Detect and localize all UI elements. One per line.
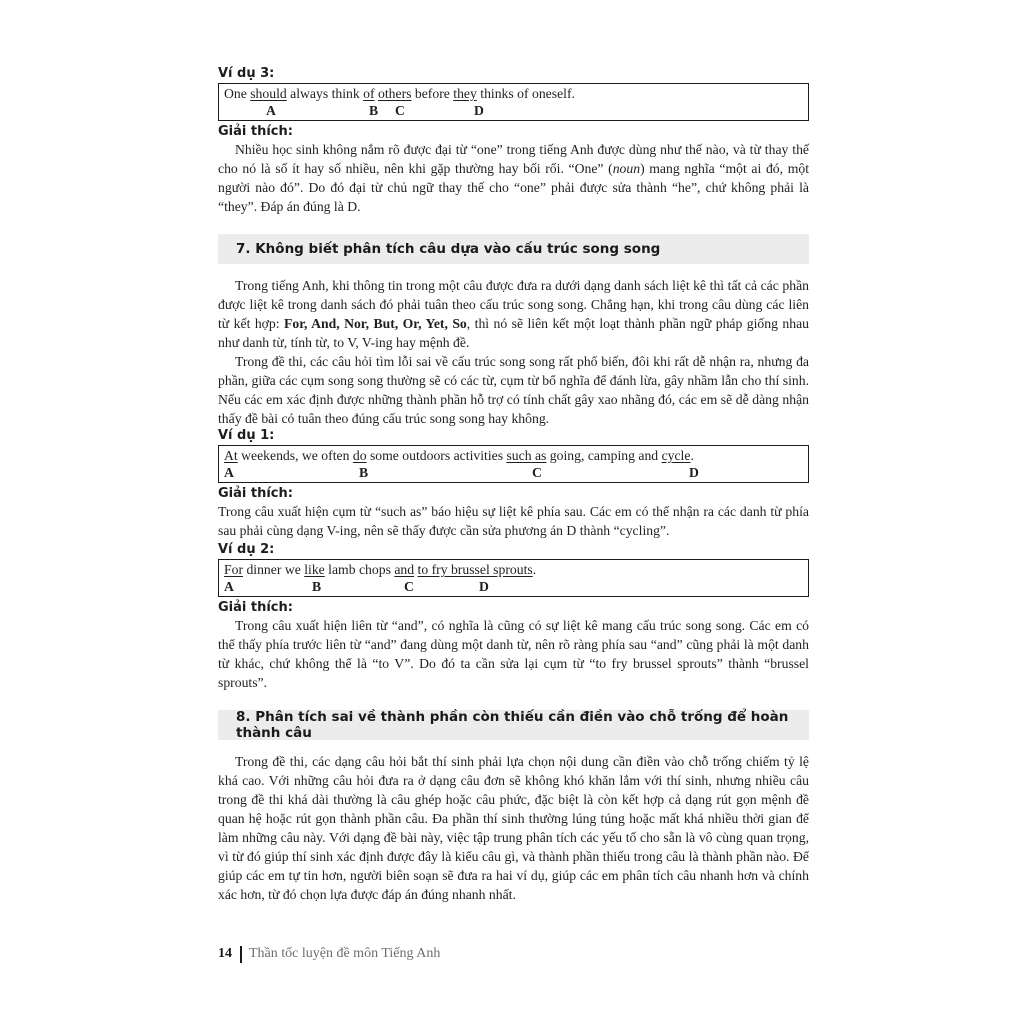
option-d-text: cycle [661, 448, 691, 463]
section-7-paragraph-1 [218, 276, 809, 352]
example-2-explanation: Trong câu xuất hiện liên từ “and”, có nghĩa là cũng có sự liệt kê mang cấu trúc song song. Các em có thể thấy phía trước liên từ “and” đang dùng một danh từ, nên rõ ràng phía sau “and” cũng phải là một danh từ khác, chứ không thể là “to V”. Do đó ta cần sửa lại cụm từ “to fry brussel sprouts” thành “brussel sprouts”. [218, 618, 809, 690]
sentence-text: before [411, 86, 454, 101]
example-2-heading: Ví dụ 2: [218, 542, 275, 557]
paragraph-text: , thì nó sẽ liên kết một loạt thành phần ngữ pháp giống nhau như danh từ, tính từ, to V, V-ing hay mệnh đề. [218, 316, 809, 350]
sentence-text: thinks of oneself. [476, 86, 575, 101]
conjunction-list: For, And, Nor, But, Or, Yet, So [283, 316, 467, 331]
example-1-letters [224, 465, 803, 482]
option-c-text: such as [506, 448, 547, 463]
explanation-heading: Giải thích: [218, 124, 293, 139]
page-content [218, 66, 809, 904]
section-8-paragraph-1: Trong đề thi, các dạng câu hỏi bắt thí sinh phải lựa chọn nội dung cần điền vào chỗ trống chiếm tỷ lệ khá cao. Với những câu hỏi đưa ra ở dạng câu đơn sẽ không khó khăn lắm với thí sinh, nhưng nhiều câu trong đề thi khá dài thường là câu ghép hoặc câu phức, đặc biệt là còn kết hợp cả dạng rút gọn mệnh đề quan hệ hoặc rút gọn thành phần câu. Đa phần thí sinh thường lúng túng hoặc mất khá nhiều thời gian để làm những câu này. Với dạng đề bài này, việc tập trung phân tích các yếu tố cho sẵn là vô cùng quan trọng, vì từ đó giúp thí sinh xác định được đây là kiểu câu gì, và thành phần thiếu trong câu là thành phần nào. Để giúp các em tự tin hơn, người biên soạn sẽ đưa ra hai ví dụ, giúp các em phân tích câu nhanh hơn và chính xác hơn, từ đó chọn lựa được đáp án đúng nhanh nhất. [218, 754, 809, 902]
explanation-heading: Giải thích: [218, 600, 293, 615]
letter-c: C [404, 579, 414, 594]
example-1-explanation: Trong câu xuất hiện cụm từ “such as” báo hiệu sự liệt kê phía sau. Các em có thể nhận ra các danh từ phía sau phải cùng dạng V-ing, nên sẽ thấy được cần sửa phương án D thành “cycling”. [218, 504, 809, 538]
sentence-text: always think [286, 86, 364, 101]
page-number: 14 [218, 946, 232, 961]
example-3-letters [224, 103, 803, 120]
letter-a: A [224, 465, 234, 480]
letter-a: A [224, 579, 234, 594]
option-b-text: do [352, 448, 367, 463]
letter-a: A [266, 103, 276, 118]
option-d-text: to fry brussel sprouts [417, 562, 533, 577]
example-2-letters [224, 579, 803, 596]
footer-divider [240, 946, 242, 963]
section-8-title: 8. Phân tích sai về thành phần còn thiếu cần điền vào chỗ trống để hoàn thành câu [218, 710, 809, 740]
letter-d: D [689, 465, 699, 480]
option-b-text: like [304, 562, 325, 577]
example-3-heading: Ví dụ 3: [218, 66, 275, 81]
example-3-explanation [218, 140, 809, 216]
section-7-title: 7. Không biết phân tích câu dựa vào cấu trúc song song [218, 234, 809, 264]
section-7-paragraph-2: Trong đề thi, các câu hỏi tìm lỗi sai về cấu trúc song song rất phổ biến, đôi khi rất dễ nhận ra, nhưng đa phần, giữa các cụm song song thường sẽ có các từ, cụm từ bổ nghĩa để đánh lừa, gây nhầm lẫn cho thí sinh. Nếu các em xác định được những thành phần hỗ trợ có tính chất gây xao nhãng đó, các em sẽ dễ dàng nhận thấy đề bài có tuân theo đúng cấu trúc song song hay không. [218, 354, 809, 426]
option-a-text: At [224, 448, 238, 463]
explanation-italic: noun [612, 161, 641, 176]
sentence-text: One [224, 86, 251, 101]
explanation-text: ) mang nghĩa “một ai đó, một người nào đó”. Do đó đại từ chủ ngữ thay thế cho “one” phải được sửa thành “he”, chứ không phải là “they”. Đáp án đúng là D. [218, 161, 809, 214]
option-c-text: others [378, 86, 412, 101]
option-d-text: they [453, 86, 477, 101]
paragraph-text: Trong tiếng Anh, khi thông tin trong một câu được đưa ra dưới dạng danh sách liệt kê thì tất cả các phần được liệt kê trong danh sách đó phải tuân theo cấu trúc song song. Chẳng hạn, khi trong câu dùng các liên từ kết hợp: [218, 278, 809, 331]
example-3-sentence [224, 85, 803, 103]
example-1-box [218, 445, 809, 483]
letter-b: B [359, 465, 369, 480]
example-2-box [218, 559, 809, 597]
option-a-text: For [224, 562, 244, 577]
sentence-text: dinner we [243, 562, 305, 577]
sentence-text: some outdoors activities [366, 448, 507, 463]
letter-b: B [369, 103, 379, 118]
letter-b: B [312, 579, 322, 594]
option-b-text: of [363, 86, 375, 101]
example-3-box [218, 83, 809, 121]
letter-d: D [479, 579, 489, 594]
example-1-heading: Ví dụ 1: [218, 428, 275, 443]
letter-d: D [474, 103, 484, 118]
page-footer [218, 944, 440, 964]
option-a-text: should [250, 86, 287, 101]
sentence-text: going, camping and [546, 448, 662, 463]
explanation-text: Nhiều học sinh không nắm rõ được đại từ “one” trong tiếng Anh được dùng như thế nào, và từ thay thế cho nó là số ít hay số nhiều, nên khi gặp thường hay bối rối. “One” ( [218, 142, 809, 176]
letter-c: C [532, 465, 542, 480]
letter-c: C [395, 103, 405, 118]
book-title: Thần tốc luyện đề môn Tiếng Anh [249, 946, 441, 961]
sentence-text: lamb chops [324, 562, 395, 577]
explanation-heading: Giải thích: [218, 486, 293, 501]
example-2-sentence [224, 561, 803, 579]
example-1-sentence [224, 447, 803, 465]
sentence-text: . [690, 448, 694, 463]
option-c-text: and [394, 562, 415, 577]
sentence-text: . [532, 562, 537, 577]
sentence-text: weekends, we often [237, 448, 353, 463]
